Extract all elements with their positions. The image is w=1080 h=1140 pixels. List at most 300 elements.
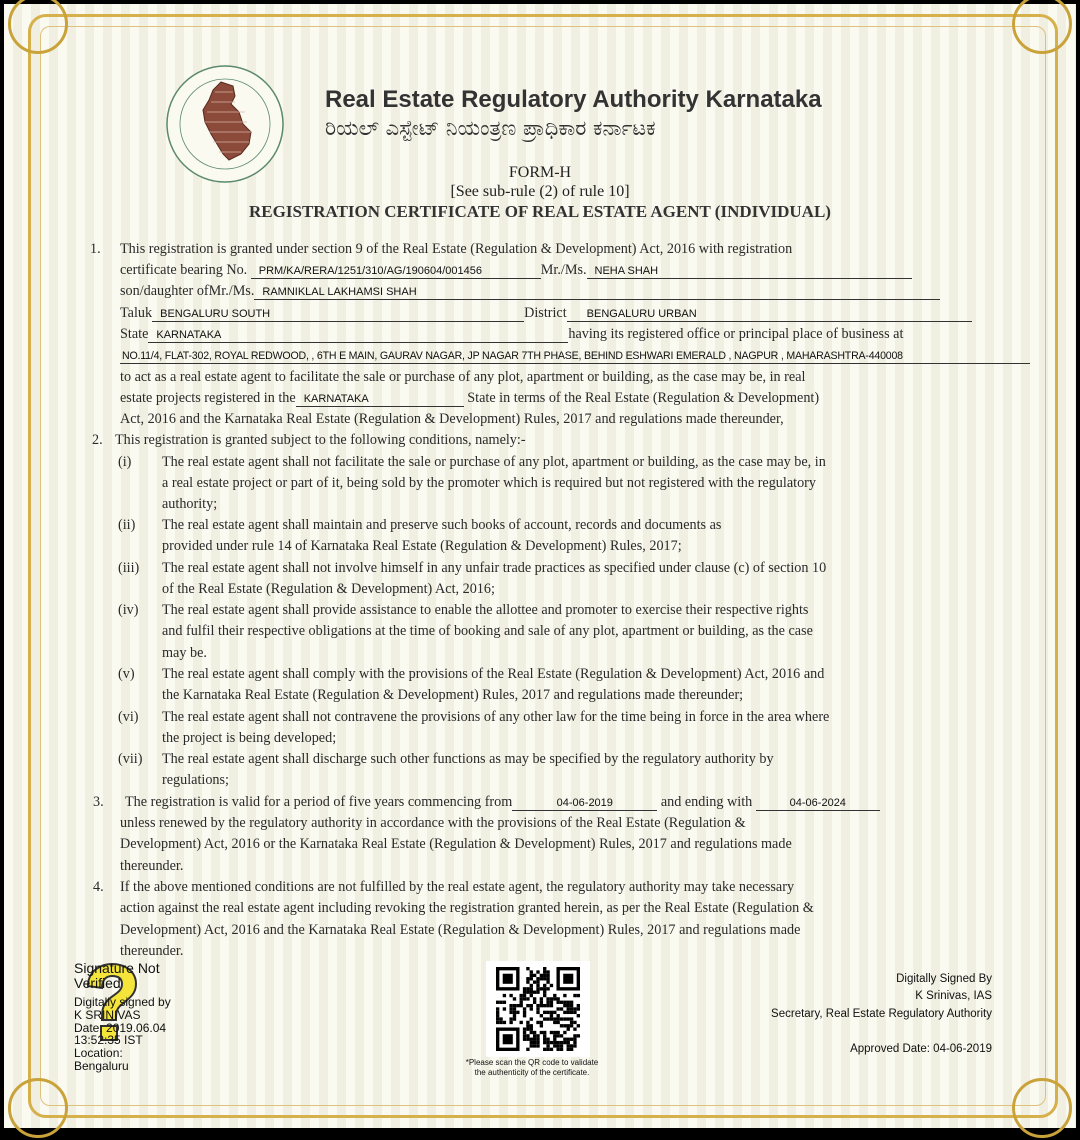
qr-module (553, 1044, 556, 1047)
signature-line: 13:52:35 IST (74, 1033, 143, 1048)
district-field: BENGALURU URBAN (567, 308, 972, 322)
condition-text: The real estate agent shall maintain and preserve such books of account, records and documents as (162, 517, 722, 533)
qr-module (526, 1004, 529, 1007)
qr-module (533, 997, 536, 1000)
condition-text: The real estate agent shall provide assistance to enable the allottee and promoter to exercise their respective rights (162, 602, 809, 618)
qr-module (543, 970, 546, 973)
qr-module (546, 1017, 549, 1020)
qr-module (540, 987, 543, 990)
para-text: action against the real estate agent including revoking the registration granted herein, as per the Real Estate (Regulation & (120, 900, 814, 916)
qr-module (546, 970, 549, 973)
authority-title-kannada: ರಿಯಲ್ ಎಸ್ಟೇಟ್ ನಿಯಂತ್ರಣ ಪ್ರಾಧಿಕಾರ ಕರ್ನಾಟಕ (325, 116, 656, 140)
condition-label: (v) (118, 666, 135, 682)
para-line (120, 261, 912, 279)
qr-module (530, 1038, 533, 1041)
qr-module (563, 1038, 566, 1041)
qr-module (499, 1017, 502, 1020)
qr-module (536, 1021, 539, 1024)
qr-module (556, 1048, 559, 1051)
qr-module (530, 1041, 533, 1044)
cert-number-field: PRM/KA/RERA/1251/310/AG/190604/001456 (251, 265, 541, 279)
condition-text: and fulfil their respective obligations at the time of booking and sale of any plot, apartment or building, as the case (162, 623, 813, 639)
qr-module (556, 1017, 559, 1020)
condition-text: authority; (162, 496, 218, 512)
qr-module (540, 997, 543, 1000)
qr-module (533, 1041, 536, 1044)
qr-module (530, 1044, 533, 1047)
condition-label: (iv) (118, 602, 139, 618)
qr-module (523, 1011, 526, 1014)
qr-module (496, 1017, 499, 1020)
qr-module (570, 1021, 573, 1024)
qr-module (577, 1034, 580, 1037)
qr-module (563, 1041, 566, 1044)
qr-module (536, 1007, 539, 1010)
qr-module (577, 1007, 580, 1010)
para-text: If the above mentioned conditions are not fulfilled by the real estate agent, the regulatory authority may take necessary (120, 879, 795, 895)
para-line (120, 389, 819, 407)
label: having its registered office or principal place of business at (568, 326, 904, 342)
qr-module (543, 987, 546, 990)
condition-text: The real estate agent shall not facilitate the sale or purchase of any plot, apartment or building, as the case may be, in (162, 454, 826, 470)
qr-module (550, 1011, 553, 1014)
form-number: FORM-H (508, 164, 572, 181)
qr-module (577, 1004, 580, 1007)
qr-module (550, 1001, 553, 1004)
agent-name-field: NEHA SHAH (587, 265, 912, 279)
qr-module (536, 1011, 539, 1014)
qr-finder (503, 974, 513, 984)
qr-module (509, 1021, 512, 1024)
para-text: Development) Act, 2016 or the Karnataka Real Estate (Regulation & Development) Rules, 2017 and regulations made (120, 836, 792, 852)
qr-module (530, 987, 533, 990)
qr-module (567, 1048, 570, 1051)
qr-module (550, 1048, 553, 1051)
qr-module (556, 997, 559, 1000)
qr-module (556, 1014, 559, 1017)
para-number: 2. (92, 432, 103, 448)
signatory-designation: Secretary, Real Estate Regulatory Authority (771, 1008, 992, 1020)
qr-module (516, 1011, 519, 1014)
qr-module (567, 1027, 570, 1030)
qr-module (533, 1001, 536, 1004)
signature-status[interactable] (74, 961, 160, 991)
qr-module (550, 1004, 553, 1007)
qr-module (530, 1004, 533, 1007)
qr-module (530, 1024, 533, 1027)
corner-ornament (1012, 0, 1072, 54)
qr-module (540, 1014, 543, 1017)
label: son/daughter ofMr./Ms. (120, 283, 255, 299)
qr-module (553, 1031, 556, 1034)
qr-module (563, 1024, 566, 1027)
qr-module (513, 1004, 516, 1007)
signed-by-label: Digitally Signed By (896, 973, 992, 985)
qr-module (563, 1017, 566, 1020)
qr-module (546, 1048, 549, 1051)
qr-module (536, 1004, 539, 1007)
label: District (524, 305, 567, 321)
condition-text: may be. (162, 645, 207, 661)
qr-module (553, 1011, 556, 1014)
qr-module (556, 1041, 559, 1044)
qr-module (523, 1038, 526, 1041)
qr-module (513, 1017, 516, 1020)
condition-text: provided under rule 14 of Karnataka Real Estate (Regulation & Development) Rules, 2017; (162, 538, 682, 554)
qr-module (520, 1004, 523, 1007)
qr-module (526, 1048, 529, 1051)
qr-module (556, 1034, 559, 1037)
qr-module (553, 1038, 556, 1041)
condition-label: (ii) (118, 517, 136, 533)
qr-module (533, 1044, 536, 1047)
condition-label: (vii) (118, 751, 143, 767)
qr-module (526, 1027, 529, 1030)
para-text: unless renewed by the regulatory authority in accordance with the provisions of the Real Estate (Regulation & (120, 815, 746, 831)
qr-module (553, 997, 556, 1000)
qr-module (573, 1027, 576, 1030)
qr-module (530, 994, 533, 997)
para-number: 4. (93, 879, 104, 895)
qr-module (570, 1004, 573, 1007)
qr-module (509, 1017, 512, 1020)
signature-status-line: Signature Not (74, 960, 160, 976)
qr-module (536, 977, 539, 980)
qr-module (503, 1001, 506, 1004)
qr-module (530, 991, 533, 994)
qr-module (503, 994, 506, 997)
qr-module (543, 1017, 546, 1020)
qr-module (570, 1001, 573, 1004)
qr-module (540, 1024, 543, 1027)
qr-module (553, 1021, 556, 1024)
qr-module (499, 1001, 502, 1004)
qr-module (546, 1044, 549, 1047)
approved-date: Approved Date: 04-06-2019 (850, 1043, 992, 1055)
corner-ornament (1012, 1078, 1072, 1138)
label: The registration is valid for a period of five years commencing from (125, 794, 513, 810)
valid-from-field: 04-06-2019 (512, 797, 657, 811)
qr-module (543, 1004, 546, 1007)
para-number: 3. (93, 794, 104, 810)
qr-module (496, 1001, 499, 1004)
qr-module (513, 997, 516, 1000)
qr-module (530, 1027, 533, 1030)
qr-module (567, 1038, 570, 1041)
qr-module (536, 1041, 539, 1044)
qr-module (543, 1048, 546, 1051)
digital-signature-details (74, 996, 171, 1073)
para-text: This registration is granted subject to the following conditions, namely:- (115, 432, 526, 448)
taluk-field: BENGALURU SOUTH (152, 308, 524, 322)
para-text: thereunder. (120, 858, 184, 874)
qr-module (523, 1034, 526, 1037)
label: estate projects registered in the (120, 390, 296, 406)
qr-module (567, 1001, 570, 1004)
condition-label: (vi) (118, 709, 139, 725)
qr-module (533, 991, 536, 994)
qr-module (543, 977, 546, 980)
para-line (120, 304, 972, 322)
qr-module (546, 997, 549, 1000)
qr-module (546, 1001, 549, 1004)
qr-module (520, 1001, 523, 1004)
qr-module (530, 1031, 533, 1034)
qr-note-line: the authenticity of the certificate. (474, 1068, 590, 1077)
qr-module (553, 1034, 556, 1037)
qr-module (563, 1001, 566, 1004)
qr-module (570, 1048, 573, 1051)
qr-module (533, 1034, 536, 1037)
qr-module (543, 1034, 546, 1037)
qr-module (560, 1044, 563, 1047)
condition-text: regulations; (162, 772, 229, 788)
para-line (125, 793, 880, 811)
qr-module (546, 980, 549, 983)
qr-module (556, 1007, 559, 1010)
condition-text: The real estate agent shall comply with the provisions of the Real Estate (Regulation & Development) Act, 2016 and (162, 666, 825, 682)
qr-module (550, 1031, 553, 1034)
qr-module (530, 970, 533, 973)
qr-module (496, 1007, 499, 1010)
qr-module (496, 1014, 499, 1017)
label: State in terms of the Real Estate (Regulation & Development) (467, 390, 820, 406)
qr-module (570, 1044, 573, 1047)
qr-finder (563, 974, 573, 984)
qr-module (536, 991, 539, 994)
qr-module (573, 1007, 576, 1010)
qr-module (573, 1044, 576, 1047)
qr-module (546, 1004, 549, 1007)
qr-module (520, 1021, 523, 1024)
qr-module (560, 1001, 563, 1004)
qr-module (567, 1011, 570, 1014)
qr-module (577, 1014, 580, 1017)
qr-module (540, 977, 543, 980)
qr-module (523, 991, 526, 994)
qr-module (543, 967, 546, 970)
para-text: Development) Act, 2016 and the Karnataka Real Estate (Regulation & Development) Rules, 2017 and regulations made (120, 922, 801, 938)
qr-module (546, 974, 549, 977)
qr-module (513, 1011, 516, 1014)
authority-title: Real Estate Regulatory Authority Karnataka (325, 86, 822, 113)
qr-module (533, 974, 536, 977)
qr-module (543, 994, 546, 997)
qr-module (499, 1021, 502, 1024)
qr-module (523, 1027, 526, 1030)
qr-module (553, 1017, 556, 1020)
qr-module (543, 1041, 546, 1044)
condition-label: (i) (118, 454, 132, 470)
corner-ornament (8, 1078, 68, 1138)
qr-module (543, 1031, 546, 1034)
signature-line: Bengaluru (74, 1058, 129, 1073)
condition-text: the Karnataka Real Estate (Regulation & Development) Rules, 2017 and regulations made thereunder; (162, 687, 744, 703)
qr-module (496, 1021, 499, 1024)
qr-module (536, 1038, 539, 1041)
valid-to-field: 04-06-2024 (756, 797, 880, 811)
para-line (120, 346, 1030, 364)
qr-finder (503, 1034, 513, 1044)
qr-module (540, 1004, 543, 1007)
qr-module (553, 1041, 556, 1044)
qr-module (533, 980, 536, 983)
state-field: KARNATAKA (148, 329, 568, 343)
para-text: to act as a real estate agent to facilitate the sale or purchase of any plot, apartment or building, as the case may be, in real (120, 369, 806, 385)
qr-module (546, 977, 549, 980)
qr-module (509, 1004, 512, 1007)
qr-module (567, 1007, 570, 1010)
qr-module (570, 1007, 573, 1010)
qr-module (560, 1048, 563, 1051)
qr-module (526, 977, 529, 980)
qr-module (550, 984, 553, 987)
condition-label: (iii) (118, 560, 140, 576)
certificate-heading: REGISTRATION CERTIFICATE OF REAL ESTATE AGENT (INDIVIDUAL) (249, 202, 831, 221)
father-name-field: RAMNIKLAL LAKHAMSI SHAH (254, 286, 940, 300)
qr-module (567, 1024, 570, 1027)
condition-text: a real estate project or part of it, being sold by the promoter which is required but not registered with the regulatory (162, 475, 816, 491)
label: certificate bearing No. (120, 262, 248, 278)
signatory-name: K Srinivas, IAS (915, 990, 992, 1002)
qr-module (556, 1021, 559, 1024)
signature-line: Digitally signed by (74, 995, 171, 1009)
qr-module (556, 1044, 559, 1047)
qr-module (513, 1007, 516, 1010)
qr-module (543, 974, 546, 977)
qr-module (523, 994, 526, 997)
qr-module (553, 994, 556, 997)
qr-module (567, 1004, 570, 1007)
signature-line: K SRINIVAS (74, 1007, 141, 1022)
signature-status-line: Verified (74, 975, 121, 991)
qr-module (526, 991, 529, 994)
qr-module (560, 1034, 563, 1037)
qr-module (573, 1038, 576, 1041)
qr-module (546, 987, 549, 990)
qr-module (533, 1031, 536, 1034)
qr-module (526, 987, 529, 990)
signature-line: Date: 2019.06.04 (74, 1020, 167, 1035)
qr-module (560, 1017, 563, 1020)
label: Mr./Ms. (540, 262, 587, 278)
address-field: NO.11/4, FLAT-302, ROYAL REDWOOD, , 6TH E MAIN, GAURAV NAGAR, JP NAGAR 7TH PHASE, BEHIND ESHWARI EMERALD , NAGPUR , MAHARASHTRA-440008 (120, 350, 1030, 364)
qr-module (523, 1007, 526, 1010)
label: State (120, 326, 149, 342)
qr-module (550, 1017, 553, 1020)
qr-module (573, 1041, 576, 1044)
qr-module (560, 1024, 563, 1027)
para-text: thereunder. (120, 943, 184, 959)
qr-module (530, 1007, 533, 1010)
qr-module (567, 1041, 570, 1044)
para-number: 1. (90, 241, 101, 257)
qr-module (543, 984, 546, 987)
qr-module (520, 994, 523, 997)
form-subrule: [See sub-rule (2) of rule 10] (450, 183, 630, 200)
qr-module (570, 1038, 573, 1041)
qr-code-box[interactable] (486, 961, 590, 1057)
qr-module (526, 1038, 529, 1041)
qr-module (503, 1021, 506, 1024)
qr-module (526, 980, 529, 983)
qr-module (523, 987, 526, 990)
qr-module (550, 1041, 553, 1044)
qr-module (573, 994, 576, 997)
qr-module (556, 1031, 559, 1034)
condition-text: The real estate agent shall discharge such other functions as may be specified by the regulatory authority by (162, 751, 774, 767)
qr-module (573, 1021, 576, 1024)
qr-code[interactable] (496, 967, 580, 1051)
qr-module (570, 1011, 573, 1014)
qr-module (546, 1041, 549, 1044)
para-line (120, 282, 940, 300)
qr-module (563, 1031, 566, 1034)
qr-module (543, 1011, 546, 1014)
qr-module (570, 1024, 573, 1027)
condition-text: The real estate agent shall not contravene the provisions of any other law for the time being in force in the area where (162, 709, 830, 725)
qr-module (577, 1024, 580, 1027)
condition-text: the project is being developed; (162, 730, 337, 746)
qr-module (540, 1001, 543, 1004)
qr-note-line: *Please scan the QR code to validate (465, 1058, 599, 1067)
qr-module (546, 1011, 549, 1014)
qr-module (503, 1007, 506, 1010)
qr-module (509, 1011, 512, 1014)
qr-module (543, 991, 546, 994)
qr-module (536, 980, 539, 983)
qr-module (563, 1011, 566, 1014)
label: Taluk (120, 305, 153, 321)
qr-module (536, 970, 539, 973)
project-state-field: KARNATAKA (296, 393, 464, 407)
qr-module (523, 1014, 526, 1017)
qr-module (563, 994, 566, 997)
qr-module (573, 1034, 576, 1037)
qr-module (536, 987, 539, 990)
qr-module (523, 997, 526, 1000)
para-line (120, 325, 903, 343)
qr-module (536, 1044, 539, 1047)
qr-module (513, 1014, 516, 1017)
qr-module (540, 974, 543, 977)
qr-module (533, 1038, 536, 1041)
qr-module (523, 1031, 526, 1034)
qr-module (573, 1011, 576, 1014)
qr-module (567, 1044, 570, 1047)
qr-module (526, 967, 529, 970)
qr-module (536, 984, 539, 987)
qr-module (540, 1021, 543, 1024)
qr-module (509, 1007, 512, 1010)
qr-module (546, 1038, 549, 1041)
condition-text: of the Real Estate (Regulation & Development) Act, 2016; (162, 581, 495, 597)
condition-text: The real estate agent shall not involve himself in any unfair trade practices as specified under clause (c) of section 10 (162, 560, 827, 576)
qr-module (526, 1034, 529, 1037)
qr-module (550, 997, 553, 1000)
qr-note (440, 1058, 624, 1078)
qr-module (516, 1004, 519, 1007)
qr-module (560, 1041, 563, 1044)
qr-module (530, 977, 533, 980)
qr-module (526, 1021, 529, 1024)
qr-module (567, 1017, 570, 1020)
qr-module (570, 1017, 573, 1020)
para-text: Act, 2016 and the Karnataka Real Estate (Regulation & Development) Rules, 2017 and regulations made thereunder, (120, 411, 784, 427)
qr-module (577, 994, 580, 997)
qr-module (550, 1014, 553, 1017)
qr-module (556, 1001, 559, 1004)
